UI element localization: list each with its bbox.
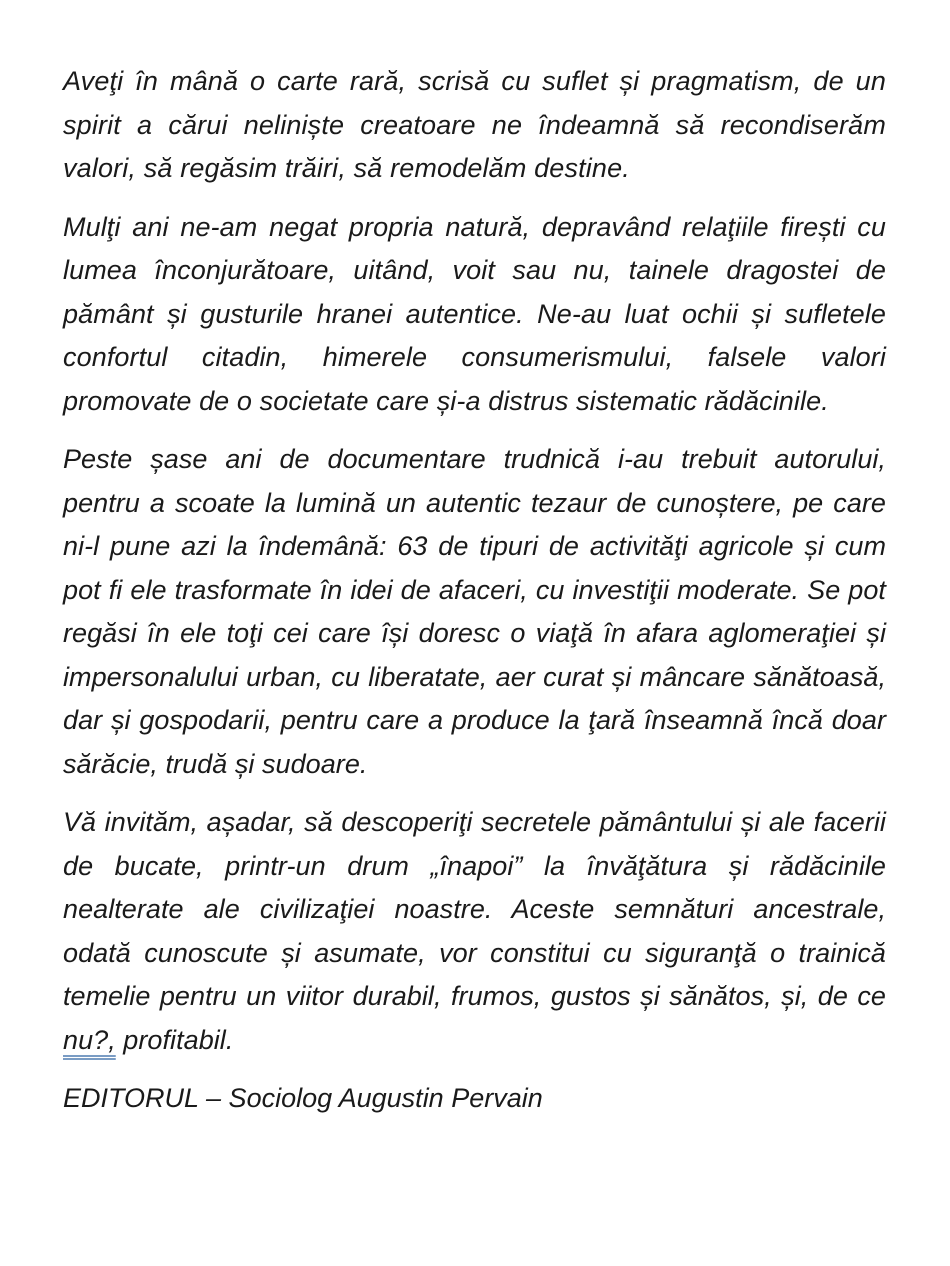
paragraph-invitation-text: Vă invităm, așadar, să descoperiţi secretele pământului și ale facerii de bucate, printr-un drum „înapoi” la învăţătura și rădăcinile nealterate ale civilizaţiei noastre. Aceste semnături ancestrale, odată cunoscute și asumate, vor constitui cu siguranţă o trainică temelie pentru un viitor durabil, frumos, gustos și sănătos, și, de ce [63, 807, 886, 1011]
grammar-marked-word[interactable]: nu?, [63, 1024, 116, 1055]
paragraph-invitation-ending: profitabil. [115, 1024, 234, 1055]
paragraph-invitation [63, 801, 886, 1062]
paragraph-intro: Aveţi în mână o carte rară, scrisă cu suflet și pragmatism, de un spirit a cărui neliniște creatoare ne îndeamnă să recondiserăm valori, să regăsim trăiri, să remodelăm destine. [63, 66, 886, 183]
paragraph-nature: Mulţi ani ne-am negat propria natură, depravând relaţiile firești cu lumea înconjurătoare, uitând, voit sau nu, tainele dragostei de pământ și gusturile hranei autentice. Ne-au luat ochii și sufletele confortul citadin, himerele consumerismului, falsele valori promovate de o societate care și-a distrus sistematic rădăcinile. [63, 211, 886, 416]
paragraph-research: Peste șase ani de documentare trudnică i-au trebuit autorului, pentru a scoate la lumină un autentic tezaur de cunoștere, pe care ni-l pune azi la îndemână: 63 de tipuri de activităţi agricole și cum pot fi ele trasformate în idei de afaceri, cu investiţii moderate. Se pot regăsi în ele toţi cei care își doresc o viaţă în afara aglomeraţiei și impersonalului urban, cu liberatate, aer curat și mâncare sănătoasă, dar și gospodarii, pentru care a produce la ţară înseamnă încă doar sărăcie, trudă și sudoare. [63, 444, 886, 779]
document-page [63, 60, 886, 1121]
signature: EDITORUL – Sociolog Augustin Pervain [63, 1083, 543, 1113]
